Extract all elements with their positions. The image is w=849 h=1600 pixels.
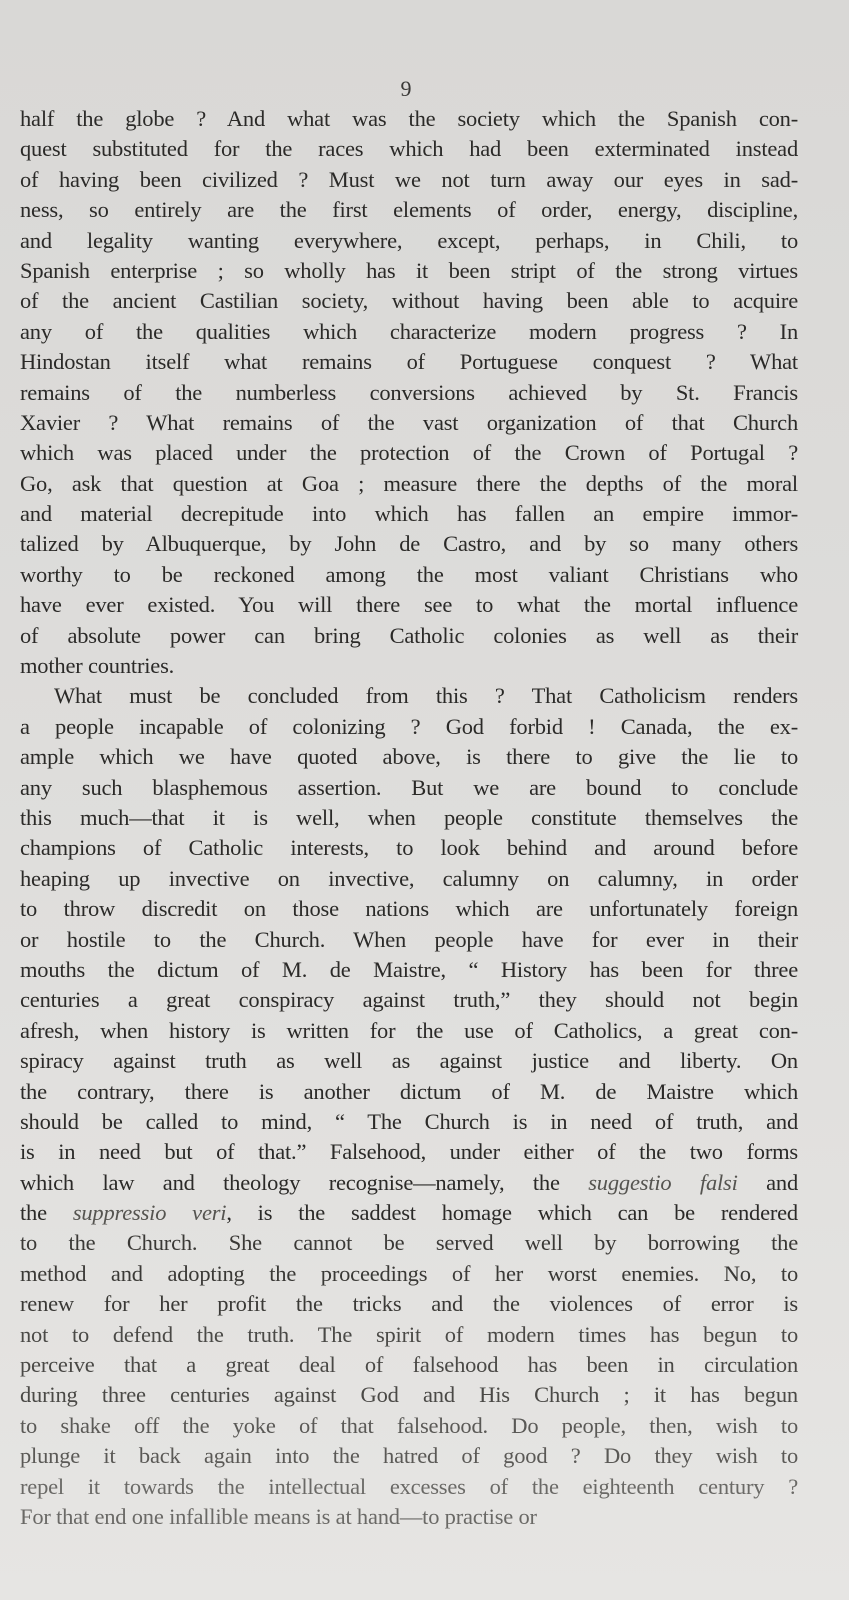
text-line: to throw discredit on those nations which are unfortunately foreign — [20, 896, 798, 922]
text-line: What must be concluded from this ? That Catholicism renders — [54, 683, 798, 709]
text-line: centuries a great conspiracy against truth,” they should not begin — [20, 987, 798, 1013]
text-line: quest substituted for the races which had been exterminated instead — [20, 136, 798, 162]
text-line: Spanish enterprise ; so wholly has it been stript of the strong virtues — [20, 257, 798, 283]
text-line: ample which we have quoted above, is there to give the lie to — [20, 744, 798, 770]
text-line: during three centuries against God and His Church ; it has begun — [20, 1382, 798, 1408]
text-line: have ever existed. You will there see to what the mortal influence — [20, 592, 798, 618]
page-number: 9 — [400, 76, 412, 101]
text-line: remains of the numberless conversions achieved by St. Francis — [20, 379, 798, 405]
text-line: mother countries. — [20, 653, 175, 679]
text-line: repel it towards the intellectual excesses of the eighteenth century ? — [20, 1473, 798, 1499]
body-text — [20, 104, 798, 1532]
text-line: perceive that a great deal of falsehood has been in circulation — [20, 1352, 798, 1378]
text-span: which law and theology recognise—namely, the — [20, 1169, 589, 1195]
text-line: of the ancient Castilian society, without having been able to acquire — [20, 288, 798, 314]
paragraph-1 — [20, 104, 798, 681]
text-line: any of the qualities which characterize modern progress ? In — [20, 318, 798, 344]
text-line: Go, ask that question at Goa ; measure there the depths of the moral — [20, 470, 798, 496]
text-line: should be called to mind, “ The Church is in need of truth, and — [20, 1108, 798, 1134]
text-line: a people incapable of colonizing ? God forbid ! Canada, the ex- — [20, 713, 798, 739]
paragraph-2 — [20, 681, 798, 1532]
text-line: renew for her profit the tricks and the violences of error is — [20, 1291, 798, 1317]
text-line: Hindostan itself what remains of Portuguese conquest ? What — [20, 349, 798, 375]
text-span: and — [737, 1169, 798, 1195]
text-line: any such blasphemous assertion. But we are bound to conclude — [20, 774, 798, 800]
text-line: of having been civilized ? Must we not turn away our eyes in sad- — [20, 166, 798, 192]
text-line: heaping up invective on invective, calumny on calumny, in order — [20, 865, 798, 891]
text-line: the contrary, there is another dictum of M. de Maistre which — [20, 1078, 798, 1104]
text-line: this much—that it is well, when people constitute themselves the — [20, 804, 798, 830]
text-line: which was placed under the protection of the Crown of Portugal ? — [20, 440, 798, 466]
text-span: , is the saddest homage which can be rendered — [226, 1200, 798, 1226]
text-line: method and adopting the proceedings of her worst enemies. No, to — [20, 1260, 798, 1286]
text-line: talized by Albuquerque, by John de Castro, and by so many others — [20, 531, 798, 557]
text-line: afresh, when history is written for the use of Catholics, a great con- — [20, 1017, 798, 1043]
text-line: of absolute power can bring Catholic colonies as well as their — [20, 622, 798, 648]
latin-term-suggestio-falsi: suggestio falsi — [588, 1169, 738, 1195]
text-line: worthy to be reckoned among the most valiant Christians who — [20, 561, 798, 587]
latin-term-suppressio-veri: suppressio veri — [72, 1200, 227, 1226]
text-span: the — [20, 1200, 73, 1226]
text-line-with-italic — [20, 1198, 798, 1228]
text-line: and legality wanting everywhere, except, perhaps, in Chili, to — [20, 227, 798, 253]
text-line: is in need but of that.” Falsehood, under either of the two forms — [20, 1139, 798, 1165]
text-line: not to defend the truth. The spirit of modern times has begun to — [20, 1321, 798, 1347]
text-line: half the globe ? And what was the society which the Spanish con- — [20, 106, 798, 131]
text-line: mouths the dictum of M. de Maistre, “ History has been for three — [20, 956, 798, 982]
text-line: to the Church. She cannot be served well by borrowing the — [20, 1230, 798, 1256]
text-line: and material decrepitude into which has fallen an empire immor- — [20, 501, 798, 527]
text-line: ness, so entirely are the first elements of order, energy, discipline, — [20, 197, 798, 223]
text-line: plunge it back again into the hatred of good ? Do they wish to — [20, 1443, 798, 1469]
text-line-with-italic — [20, 1168, 798, 1198]
text-line: to shake off the yoke of that falsehood. Do people, then, wish to — [20, 1412, 798, 1438]
text-line: champions of Catholic interests, to look behind and around before — [20, 835, 798, 861]
text-line: Xavier ? What remains of the vast organization of that Church — [20, 409, 798, 435]
text-line: spiracy against truth as well as against justice and liberty. On — [20, 1048, 798, 1074]
text-line: For that end one infallible means is at hand—to practise or — [20, 1503, 537, 1529]
text-line: or hostile to the Church. When people have for ever in their — [20, 926, 798, 952]
